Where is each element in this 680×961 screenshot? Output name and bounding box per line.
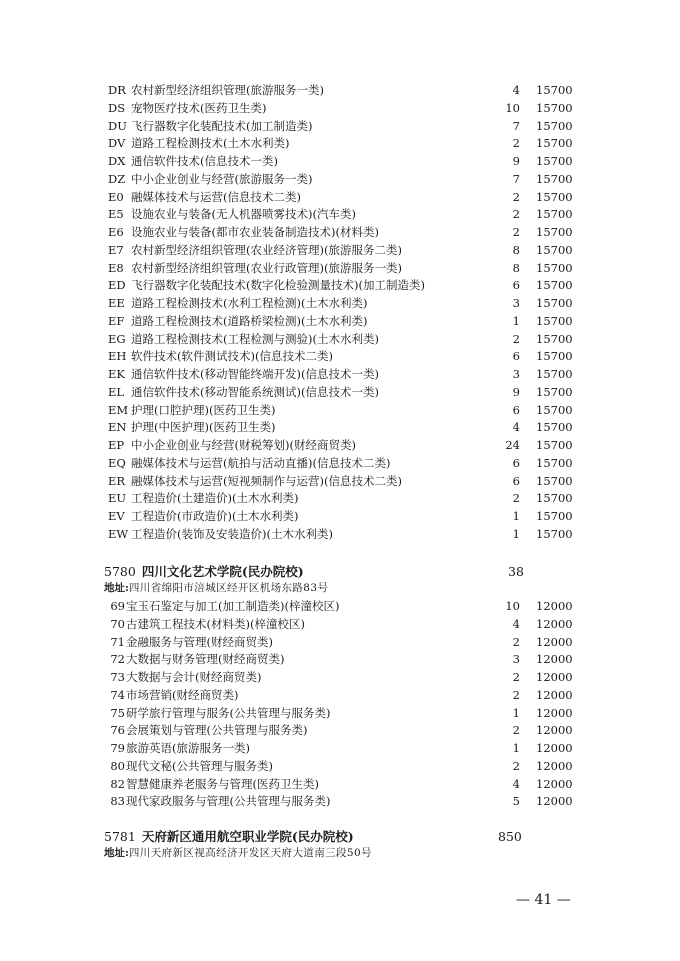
program-code: 76 [110, 723, 125, 738]
program-name: 通信软件技术(移动智能终端开发)(信息技术一类) [131, 367, 379, 381]
program-fee: 15700 [536, 100, 573, 115]
program-name: 智慧健康养老服务与管理(医药卫生类) [126, 776, 319, 791]
program-fee: 15700 [536, 349, 573, 364]
program-count: 4 [512, 616, 520, 631]
program-fee: 12000 [536, 616, 573, 631]
school-address-5781 [104, 846, 372, 861]
program-fee: 15700 [536, 402, 573, 417]
program-row [0, 793, 680, 811]
school-id: 5781 [104, 829, 136, 844]
program-row [0, 313, 680, 331]
program-fee: 15700 [536, 260, 573, 275]
program-name: 通信软件技术(信息技术一类) [131, 154, 278, 168]
program-name: 大数据与财务管理(财经商贸类) [126, 652, 285, 667]
program-count: 10 [505, 100, 520, 115]
program-row [0, 295, 680, 313]
program-count: 2 [512, 225, 520, 239]
program-count: 2 [512, 723, 520, 738]
program-row [0, 669, 680, 687]
program-fee: 15700 [536, 455, 573, 470]
program-name: 融媒体技术与运营(短视频制作与运营)(信息技术二类) [131, 473, 402, 488]
program-count: 4 [512, 776, 520, 791]
program-code: 75 [110, 705, 125, 720]
program-name: 工程造价(装饰及安装造价)(土木水利类) [131, 526, 333, 541]
program-name: 市场营销(财经商贸类) [126, 687, 239, 702]
program-row [0, 616, 680, 634]
program-code: E5 [108, 207, 124, 222]
program-row [0, 260, 680, 278]
program-count: 6 [512, 349, 520, 364]
program-code: EQ [108, 455, 126, 470]
program-code: EU [108, 491, 127, 506]
program-code: DS [108, 100, 126, 115]
program-code: DV [108, 136, 126, 151]
program-code: E6 [108, 225, 124, 239]
program-row [0, 776, 680, 794]
program-name: 宝玉石鉴定与加工(加工制造类)(梓潼校区) [126, 599, 340, 613]
program-count: 1 [512, 313, 520, 328]
page-number: — 41 — [516, 892, 571, 908]
program-count: 9 [512, 154, 520, 168]
program-name: 古建筑工程技术(材料类)(梓潼校区) [126, 616, 305, 631]
program-code: EW [108, 526, 129, 541]
program-name: 宠物医疗技术(医药卫生类) [131, 100, 267, 115]
program-code: DR [108, 83, 126, 97]
program-name: 工程造价(土建造价)(土木水利类) [131, 491, 299, 506]
program-code: EF [108, 313, 125, 328]
program-fee: 12000 [536, 670, 573, 684]
program-row [0, 100, 680, 118]
program-count: 1 [512, 741, 520, 755]
school-name: 四川文化艺术学院(民办院校) [141, 564, 304, 579]
program-row [0, 242, 680, 260]
program-code: E0 [108, 189, 124, 204]
program-fee: 12000 [536, 794, 573, 809]
program-count: 8 [512, 260, 520, 275]
program-row [0, 331, 680, 349]
program-fee: 12000 [536, 776, 573, 791]
program-name: 旅游英语(旅游服务一类) [126, 741, 250, 755]
program-row [0, 224, 680, 242]
program-row [0, 348, 680, 366]
program-code: 74 [110, 687, 125, 702]
program-name: 现代文秘(公共管理与服务类) [126, 758, 273, 773]
program-fee: 12000 [536, 723, 573, 738]
program-name: 融媒体技术与运营(航拍与活动直播)(信息技术二类) [131, 455, 391, 470]
program-row [0, 366, 680, 384]
program-row [0, 508, 680, 526]
program-code: DX [108, 154, 126, 168]
program-row [0, 722, 680, 740]
program-name: 飞行器数字化装配技术(加工制造类) [131, 118, 313, 133]
program-code: 71 [110, 634, 125, 649]
program-fee: 15700 [536, 189, 573, 204]
program-row [0, 740, 680, 758]
program-fee: 15700 [536, 154, 573, 168]
program-row [0, 437, 680, 455]
program-name: 中小企业创业与经营(财税筹划)(财经商贸类) [131, 438, 356, 452]
program-name: 软件技术(软件测试技术)(信息技术二类) [131, 349, 333, 364]
program-count: 1 [512, 526, 520, 541]
program-code: E7 [108, 242, 124, 257]
program-count: 2 [512, 634, 520, 649]
address-text: 四川省绵阳市涪城区经开区机场东路83号 [128, 582, 329, 594]
program-code: EK [108, 367, 125, 381]
program-code: EM [108, 402, 129, 417]
program-code: EN [108, 420, 127, 435]
program-code: 79 [110, 741, 125, 755]
program-name: 道路工程检测技术(道路桥梁检测)(土木水利类) [131, 313, 368, 328]
program-code: E8 [108, 260, 124, 275]
program-count: 2 [512, 207, 520, 222]
program-fee: 15700 [536, 278, 573, 293]
program-fee: 15700 [536, 136, 573, 151]
school-id: 5780 [104, 564, 136, 579]
program-count: 2 [512, 758, 520, 773]
program-count: 4 [512, 420, 520, 435]
program-name: 道路工程检测技术(水利工程检测)(土木水利类) [131, 296, 368, 310]
school-count: 38 [508, 564, 524, 579]
program-count: 7 [512, 118, 520, 133]
program-row [0, 687, 680, 705]
program-code: DU [108, 118, 127, 133]
program-name: 农村新型经济组织管理(农业行政管理)(旅游服务一类) [131, 260, 402, 275]
program-fee: 12000 [536, 599, 573, 613]
program-count: 6 [512, 455, 520, 470]
program-row [0, 206, 680, 224]
program-name: 大数据与会计(财经商贸类) [126, 670, 262, 684]
program-count: 2 [512, 331, 520, 346]
program-name: 金融服务与管理(财经商贸类) [126, 634, 273, 649]
program-row [0, 490, 680, 508]
program-row [0, 384, 680, 402]
program-code: DZ [108, 171, 126, 186]
program-fee: 12000 [536, 652, 573, 667]
program-fee: 15700 [536, 242, 573, 257]
school-address-5780 [104, 581, 328, 596]
program-code: 73 [110, 670, 125, 684]
program-row [0, 634, 680, 652]
program-name: 设施农业与装备(都市农业装备制造技术)(材料类) [131, 225, 379, 239]
program-row [0, 705, 680, 723]
program-row [0, 153, 680, 171]
program-count: 2 [512, 189, 520, 204]
program-fee: 12000 [536, 634, 573, 649]
program-count: 6 [512, 278, 520, 293]
program-row [0, 171, 680, 189]
program-fee: 12000 [536, 705, 573, 720]
program-code: ER [108, 473, 126, 488]
program-count: 3 [512, 652, 520, 667]
program-fee: 12000 [536, 758, 573, 773]
program-fee: 15700 [536, 118, 573, 133]
program-name: 现代家政服务与管理(公共管理与服务类) [126, 794, 331, 809]
program-count: 2 [512, 136, 520, 151]
program-row [0, 402, 680, 420]
program-row [0, 473, 680, 491]
program-count: 6 [512, 402, 520, 417]
program-count: 1 [512, 705, 520, 720]
program-name: 通信软件技术(移动智能系统测试)(信息技术一类) [131, 384, 379, 399]
program-row [0, 758, 680, 776]
program-code: 70 [110, 616, 125, 631]
program-name: 道路工程检测技术(工程检测与测验)(土木水利类) [131, 331, 379, 346]
program-fee: 15700 [536, 438, 573, 452]
program-code: EL [108, 384, 125, 399]
program-name: 中小企业创业与经营(旅游服务一类) [131, 171, 313, 186]
program-count: 5 [512, 794, 520, 809]
program-name: 农村新型经济组织管理(旅游服务一类) [131, 83, 324, 97]
program-count: 24 [505, 438, 520, 452]
program-fee: 15700 [536, 473, 573, 488]
program-fee: 12000 [536, 687, 573, 702]
program-code: 80 [110, 758, 125, 773]
program-name: 道路工程检测技术(土木水利类) [131, 136, 290, 151]
program-code: 69 [110, 599, 125, 613]
address-label: 地址: [104, 582, 129, 594]
program-code: 83 [110, 794, 125, 809]
program-row [0, 526, 680, 544]
program-row [0, 277, 680, 295]
program-name: 护理(口腔护理)(医药卫生类) [131, 402, 276, 417]
school-name: 天府新区通用航空职业学院(民办院校) [141, 829, 354, 844]
program-fee: 15700 [536, 526, 573, 541]
program-fee: 15700 [536, 171, 573, 186]
program-code: EE [108, 296, 125, 310]
program-count: 3 [512, 296, 520, 310]
program-fee: 15700 [536, 420, 573, 435]
program-name: 飞行器数字化装配技术(数字化检验测量技术)(加工制造类) [131, 278, 425, 293]
program-count: 8 [512, 242, 520, 257]
program-name: 工程造价(市政造价)(土木水利类) [131, 509, 299, 523]
program-fee: 15700 [536, 491, 573, 506]
program-code: EP [108, 438, 125, 452]
program-count: 3 [512, 367, 520, 381]
school-header-5781 [104, 828, 354, 846]
program-fee: 15700 [536, 509, 573, 523]
program-code: EG [108, 331, 126, 346]
program-fee: 15700 [536, 384, 573, 399]
program-code: EH [108, 349, 127, 364]
program-row [0, 82, 680, 100]
program-count: 7 [512, 171, 520, 186]
school-header-5780 [104, 563, 304, 581]
program-name: 融媒体技术与运营(信息技术二类) [131, 189, 301, 204]
school-count: 850 [498, 829, 522, 844]
program-name: 护理(中医护理)(医药卫生类) [131, 420, 276, 435]
program-row [0, 651, 680, 669]
program-code: EV [108, 509, 125, 523]
program-count: 1 [512, 509, 520, 523]
program-row [0, 598, 680, 616]
program-count: 9 [512, 384, 520, 399]
program-fee: 15700 [536, 313, 573, 328]
program-code: 72 [110, 652, 125, 667]
program-count: 10 [505, 599, 520, 613]
program-fee: 15700 [536, 296, 573, 310]
program-fee: 15700 [536, 225, 573, 239]
address-text: 四川天府新区视高经济开发区天府大道南三段50号 [128, 847, 372, 859]
program-name: 农村新型经济组织管理(农业经济管理)(旅游服务二类) [131, 242, 402, 257]
program-name: 设施农业与装备(无人机器喷雾技术)(汽车类) [131, 207, 356, 222]
program-code: ED [108, 278, 126, 293]
program-count: 2 [512, 687, 520, 702]
program-fee: 15700 [536, 83, 573, 97]
address-label: 地址: [104, 847, 129, 859]
program-fee: 12000 [536, 741, 573, 755]
program-count: 6 [512, 473, 520, 488]
program-count: 2 [512, 670, 520, 684]
program-row [0, 419, 680, 437]
program-name: 研学旅行管理与服务(公共管理与服务类) [126, 705, 331, 720]
program-fee: 15700 [536, 367, 573, 381]
program-count: 2 [512, 491, 520, 506]
program-count: 4 [512, 83, 520, 97]
program-row [0, 135, 680, 153]
program-row [0, 118, 680, 136]
program-fee: 15700 [536, 331, 573, 346]
program-code: 82 [110, 776, 125, 791]
program-row [0, 455, 680, 473]
program-row [0, 189, 680, 207]
program-fee: 15700 [536, 207, 573, 222]
program-name: 会展策划与管理(公共管理与服务类) [126, 723, 308, 738]
